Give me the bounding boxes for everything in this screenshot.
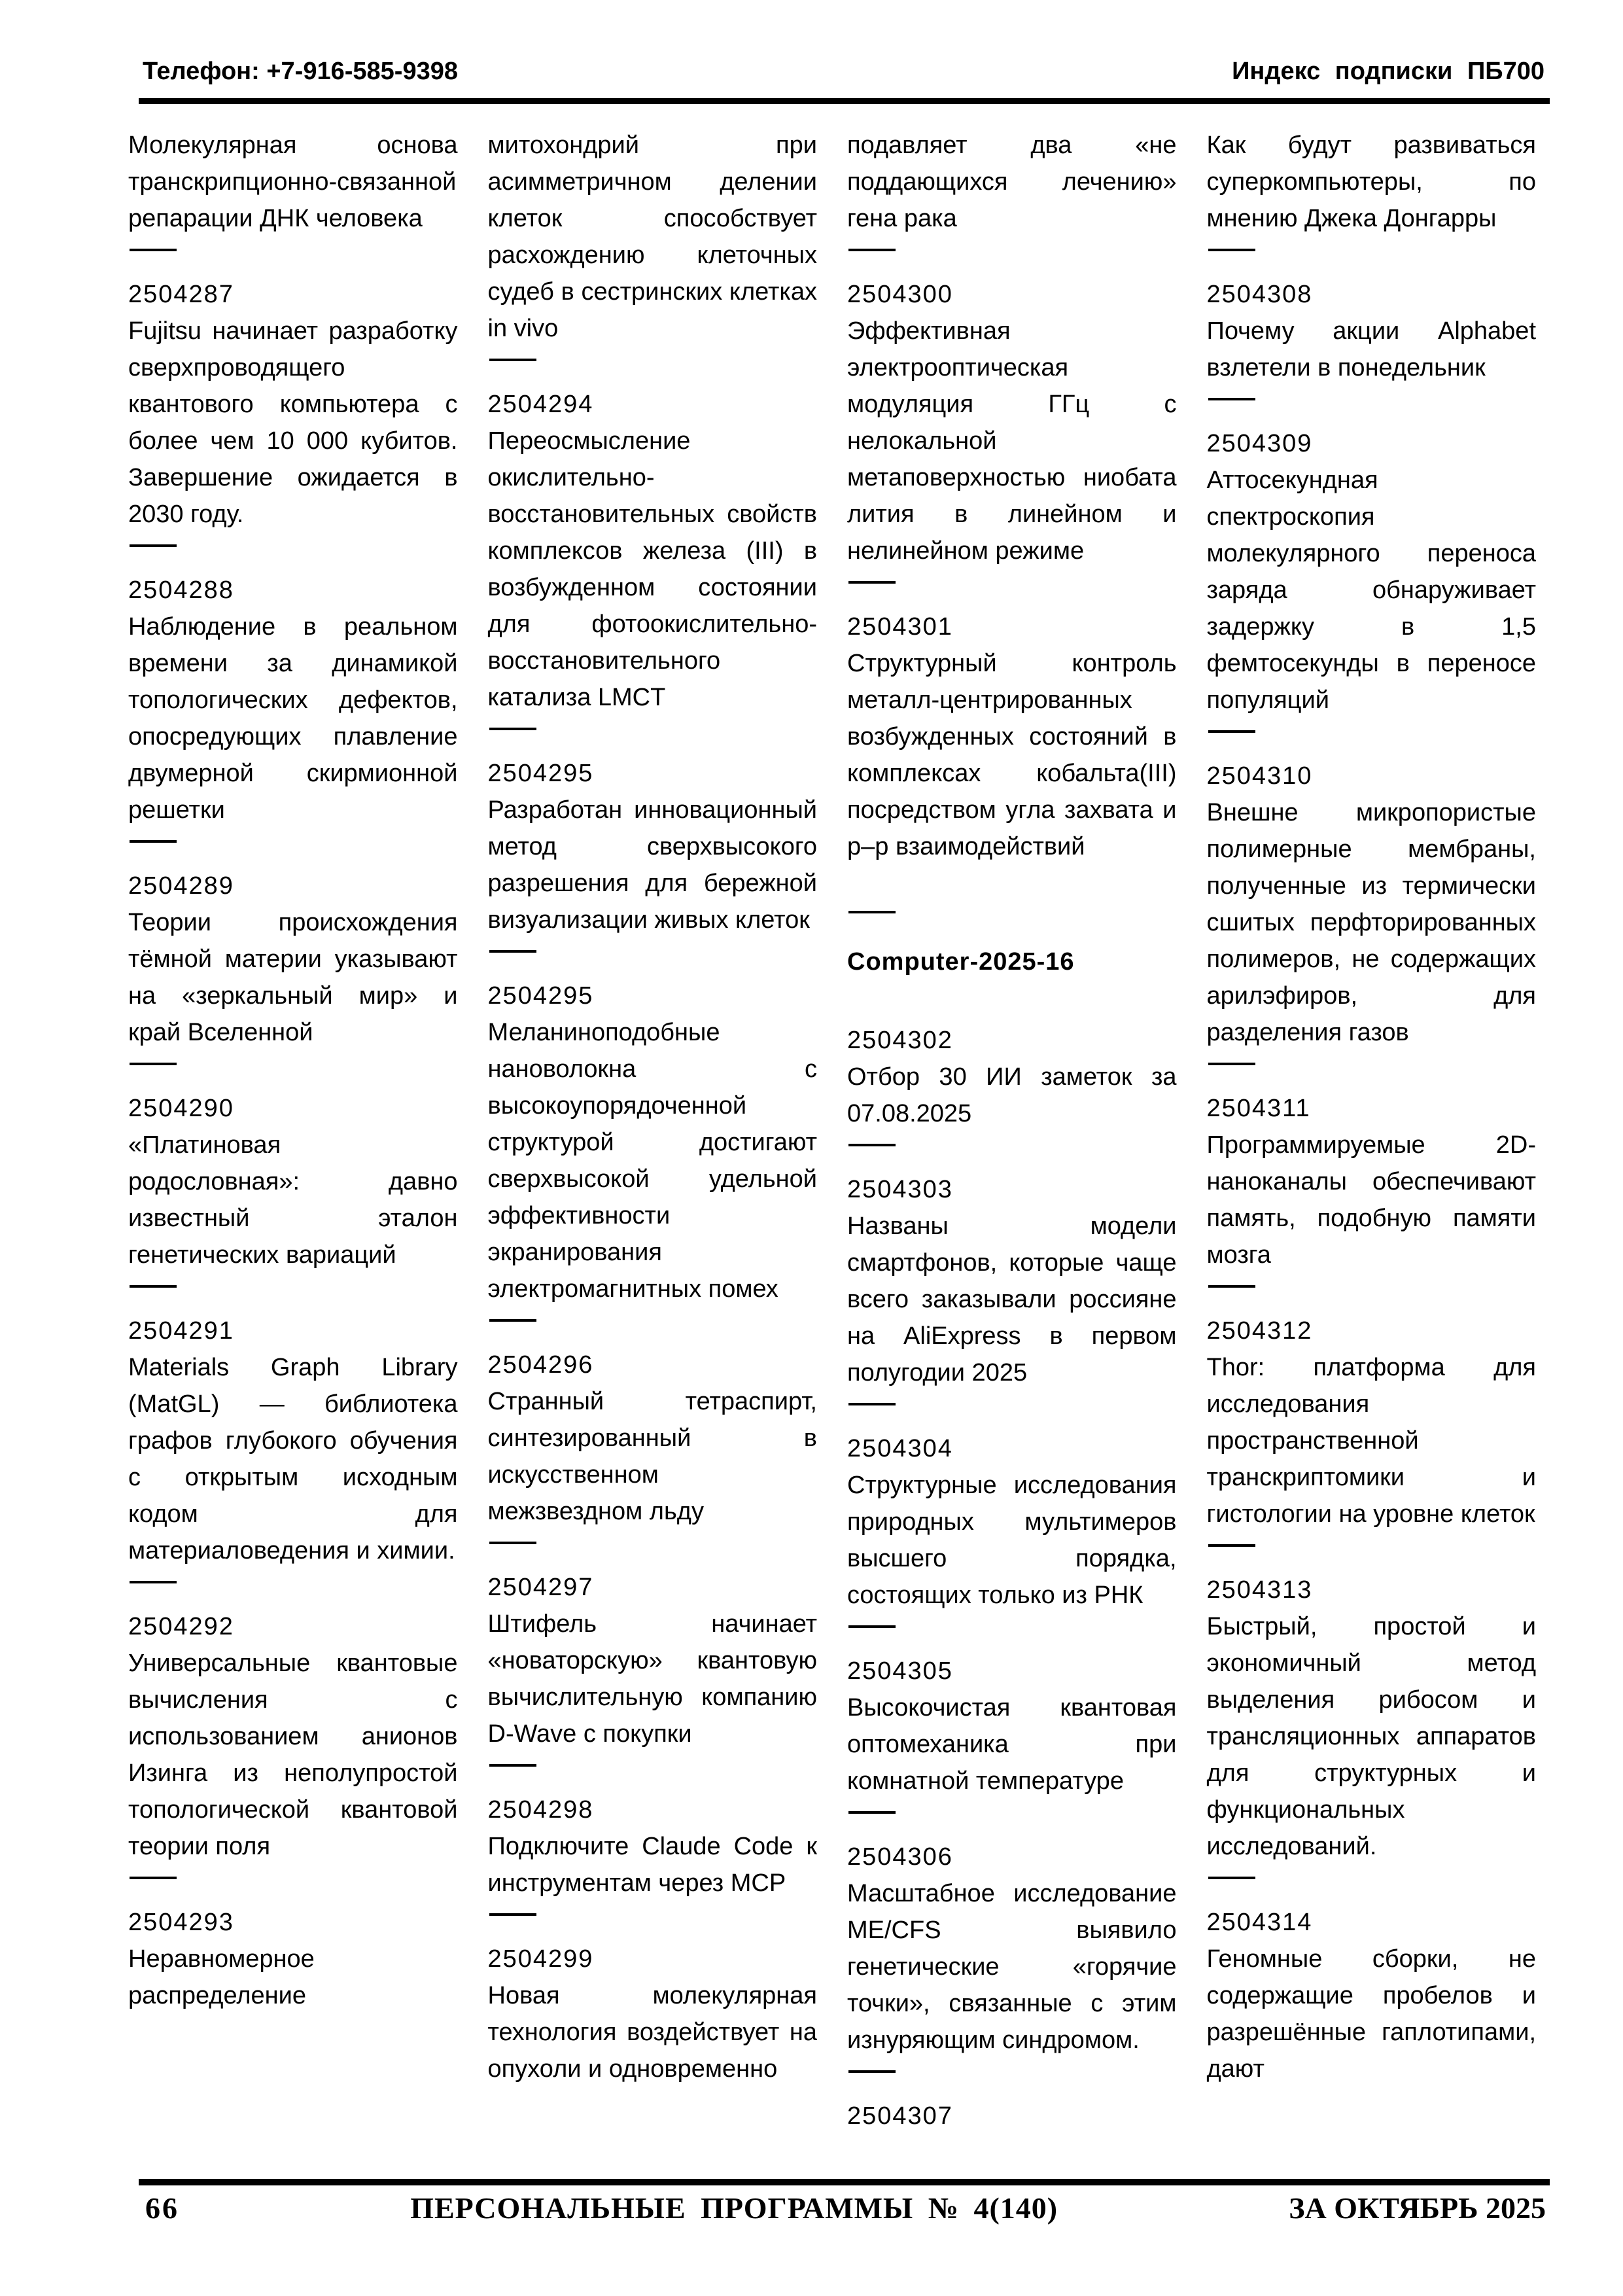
entry-separator	[489, 950, 536, 953]
entry-title: Неравномерное распределение	[128, 1945, 315, 2009]
entry-title: Разработан инновационный метод сверхвысокого разрешения для бережной визуализации живых клеток	[487, 796, 817, 934]
entry-title: Структурный контроль металл-центрированных возбужденных состояний в комплексах кобальта(III) посредством угла захвата и р–р взаимодействий	[847, 650, 1177, 860]
entry-separator	[130, 249, 177, 251]
entry-separator	[848, 581, 896, 584]
entry-separator	[848, 911, 896, 913]
page-header	[143, 58, 1544, 86]
continuation-text: Как будут развиваться суперкомпьютеры, по мнению Джека Донгарры	[1206, 132, 1536, 232]
entry-id: 2504310	[1206, 762, 1313, 790]
catalog-entry	[488, 978, 818, 1307]
catalog-entry	[1207, 758, 1537, 1051]
header-subscription-index: Индекс подписки ПБ700	[1232, 58, 1544, 85]
footer-page-number: 66	[145, 2191, 179, 2225]
entry-separator	[489, 1542, 536, 1544]
entry-title: Названы модели смартфонов, которые чаще всего заказывали россияне на AliExpress в первом полугодии 2025	[847, 1212, 1177, 1386]
entry-title: Отбор 30 ИИ заметок за 07.08.2025	[847, 1063, 1177, 1127]
catalog-entry	[847, 1653, 1177, 1799]
entry-id: 2504295	[487, 982, 594, 1010]
entry-separator	[1208, 730, 1255, 733]
entry-id: 2504297	[487, 1574, 594, 1601]
catalog-entry	[847, 1171, 1177, 1391]
catalog-entry	[1207, 276, 1537, 386]
catalog-entry	[128, 572, 458, 828]
entry-id: 2504290	[128, 1095, 234, 1122]
footer-rule	[139, 2179, 1550, 2185]
entry-title: Подключите Claude Code к инструментам через MCP	[487, 1833, 817, 1897]
entry-title: Materials Graph Library (MatGL) — библиотека графов глубокого обучения с открытым исходным кодом для материаловедения и химии.	[128, 1354, 458, 1564]
entry-separator	[130, 1285, 177, 1288]
entry-separator	[489, 1319, 536, 1322]
entry-separator	[848, 2070, 896, 2073]
entry-separator	[130, 1063, 177, 1065]
entry-separator	[848, 1811, 896, 1814]
continuation-text: Молекулярная основа транскрипционно-связанной репарации ДНК человека	[128, 132, 458, 232]
entry-separator	[130, 1581, 177, 1583]
entry-id: 2504289	[128, 872, 234, 900]
entry-id: 2504299	[487, 1945, 594, 1973]
catalog-column	[1207, 127, 1537, 2175]
entry-title: Fujitsu начинает разработку сверхпроводящего квантового компьютера с более чем 10 000 кубитов. Завершение ожидается в 2030 году.	[128, 317, 458, 528]
entry-id: 2504314	[1206, 1909, 1313, 1936]
entry-title: Переосмысление окислительно-восстановительных свойств комплексов железа (III) в возбужденном состоянии для фотоокислительно-восстановительного катализа LMCT	[487, 427, 817, 711]
entry-id: 2504311	[1206, 1095, 1311, 1122]
entry-separator	[489, 1764, 536, 1767]
section-heading: Computer-2025-16	[847, 948, 1075, 976]
catalog-entry	[1207, 1090, 1537, 1273]
entry-id: 2504288	[128, 576, 234, 604]
catalog-entry	[847, 2098, 1177, 2134]
catalog-entry	[847, 1430, 1177, 1614]
footer-journal-title: ПЕРСОНАЛЬНЫЕ ПРОГРАММЫ № 4(140)	[410, 2191, 1058, 2225]
entry-id: 2504313	[1206, 1576, 1313, 1604]
entry-id: 2504308	[1206, 281, 1313, 308]
entry-id: 2504296	[487, 1351, 594, 1379]
entry-separator	[130, 1877, 177, 1879]
entry-separator	[130, 840, 177, 843]
catalog-entry	[488, 386, 818, 716]
catalog-entry	[128, 276, 458, 533]
entry-title: Высокочистая квантовая оптомеханика при комнатной температуре	[847, 1694, 1177, 1795]
catalog-entry	[128, 1090, 458, 1273]
entry-title: Меланиноподобные нановолокна с высокоупорядоченной структурой достигают сверхвысокой удельной эффективности экранирования электромагнитных помех	[487, 1019, 817, 1303]
entry-separator	[848, 249, 896, 251]
catalog-entry	[488, 1941, 818, 2087]
catalog-entry	[488, 1569, 818, 1752]
entry-title: Быстрый, простой и экономичный метод выделения рибосом и трансляционных аппаратов для структурных и функциональных исследований.	[1206, 1613, 1536, 1860]
entry-title: Универсальные квантовые вычисления с использованием анионов Изинга из неполупростой топологической квантовой теории поля	[128, 1650, 458, 1860]
continuation-text: подавляет два «не поддающихся лечению» гена рака	[847, 132, 1177, 232]
entry-separator	[1208, 249, 1255, 251]
entry-title: «Платиновая родословная»: давно известный эталон генетических вариаций	[128, 1131, 458, 1269]
catalog-entry	[847, 609, 1177, 865]
entry-id: 2504301	[847, 613, 953, 641]
header-phone: Телефон: +7-916-585-9398	[143, 58, 458, 85]
entry-title: Внешне микропористые полимерные мембраны, полученные из термически сшитых перфторированных полимеров, не содержащих арилэфиров, для разделения газов	[1206, 799, 1536, 1046]
catalog-entry	[128, 1904, 458, 2014]
entry-title: Наблюдение в реальном времени за динамикой топологических дефектов, опосредующих плавление двумерной скирмионной решетки	[128, 613, 458, 824]
entry-title: Теории происхождения тёмной материи указывают на «зеркальный мир» и край Вселенной	[128, 909, 458, 1046]
continuation-text: митохондрий при асимметричном делении клеток способствует расхождению клеточных судеб в сестринских клетках in vivo	[487, 132, 817, 342]
catalog-entry	[488, 755, 818, 938]
entry-title: Масштабное исследование ME/CFS выявило генетические «горячие точки», связанные с этим изнуряющим синдромом.	[847, 1880, 1177, 2054]
catalog-entry	[847, 276, 1177, 569]
entry-id: 2504312	[1206, 1317, 1313, 1345]
catalog-entry	[488, 1347, 818, 1530]
entry-id: 2504292	[128, 1613, 234, 1640]
entry-id: 2504300	[847, 281, 953, 308]
entry-title: Эффективная электрооптическая модуляция ГГц с нелокальной метаповерхностью ниобата лития в линейном и нелинейном режиме	[847, 317, 1177, 565]
entry-separator	[1208, 1063, 1255, 1065]
entry-title: Структурные исследования природных мультимеров высшего порядка, состоящих только из РНК	[847, 1472, 1177, 1609]
entry-title: Штифель начинает «новаторскую» квантовую вычислительную компанию D-Wave с покупки	[487, 1610, 817, 1748]
entry-id: 2504307	[847, 2102, 953, 2130]
catalog-column	[488, 127, 818, 2175]
catalog-entry	[1207, 1572, 1537, 1865]
entry-title: Почему акции Alphabet взлетели в понедельник	[1206, 317, 1536, 381]
entry-separator	[489, 728, 536, 730]
entry-id: 2504287	[128, 281, 234, 308]
entry-title: Аттосекундная спектроскопия молекулярного переноса заряда обнаруживает задержку в 1,5 фемтосекунды в переносе популяций	[1206, 467, 1536, 714]
footer-issue-period: ЗА ОКТЯБРЬ 2025	[1289, 2191, 1546, 2225]
entry-separator	[848, 1625, 896, 1628]
entry-id: 2504306	[847, 1843, 953, 1871]
catalog-entry	[847, 1022, 1177, 1132]
entry-title: Геномные сборки, не содержащие пробелов и разрешённые гаплотипами, дают	[1206, 1945, 1536, 2083]
entry-id: 2504302	[847, 1027, 953, 1054]
entry-id: 2504294	[487, 391, 594, 418]
entry-separator	[489, 1913, 536, 1916]
entry-separator	[848, 1403, 896, 1405]
entry-separator	[1208, 1544, 1255, 1547]
entry-id: 2504291	[128, 1317, 234, 1345]
entry-separator	[848, 1144, 896, 1146]
entry-title: Странный тетраспирт, синтезированный в искусственном межзвездном льду	[487, 1388, 817, 1525]
catalog-column	[128, 127, 458, 2175]
page-footer	[145, 2191, 1546, 2225]
entry-id: 2504305	[847, 1657, 953, 1685]
header-rule	[139, 98, 1550, 104]
catalog-entry	[1207, 1904, 1537, 2087]
catalog-entry	[847, 1839, 1177, 2058]
catalog-entry	[128, 1313, 458, 1569]
entry-separator	[1208, 398, 1255, 400]
catalog-entry	[128, 868, 458, 1051]
catalog-entry	[1207, 425, 1537, 718]
catalog-entry	[128, 1608, 458, 1865]
entry-separator	[1208, 1877, 1255, 1879]
entry-id: 2504309	[1206, 430, 1313, 457]
catalog-columns	[128, 127, 1536, 2175]
entry-id: 2504304	[847, 1435, 953, 1462]
entry-id: 2504298	[487, 1796, 594, 1824]
entry-id: 2504303	[847, 1176, 953, 1203]
entry-separator	[489, 359, 536, 361]
entry-title: Программируемые 2D-наноканалы обеспечивают память, подобную памяти мозга	[1206, 1131, 1536, 1269]
catalog-column	[847, 127, 1177, 2175]
catalog-entry	[488, 1792, 818, 1901]
entry-separator	[1208, 1285, 1255, 1288]
entry-title: Новая молекулярная технология воздействует на опухоли и одновременно	[487, 1982, 817, 2083]
entry-title: Thor: платформа для исследования пространственной транскриптомики и гистологии на уровне клеток	[1206, 1354, 1536, 1528]
entry-separator	[130, 544, 177, 547]
entry-id: 2504293	[128, 1909, 234, 1936]
entry-id: 2504295	[487, 760, 594, 787]
catalog-entry	[1207, 1313, 1537, 1532]
